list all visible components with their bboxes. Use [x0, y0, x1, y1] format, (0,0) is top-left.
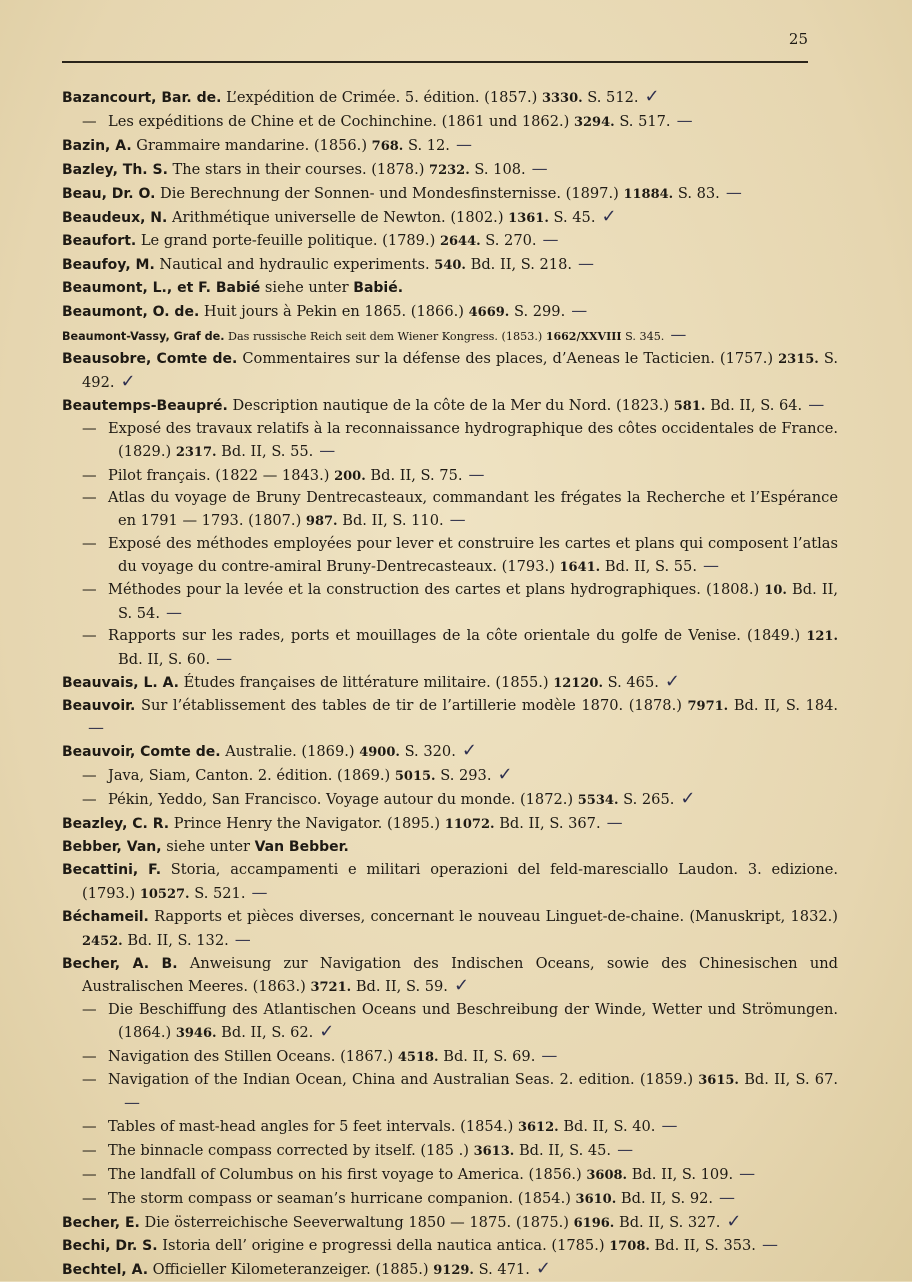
- entry-author: Bechtel, A.: [62, 1262, 149, 1279]
- entry-title: L’expédition de Crimée. 5. édition. (1857.): [226, 89, 538, 106]
- dash-mark-icon: —: [606, 813, 623, 833]
- entry-number: 3721.: [310, 980, 352, 996]
- entry-reference: Bd. II, S. 54.: [118, 581, 839, 622]
- catalog-entry: [62, 110, 838, 134]
- dash-mark-icon: —: [542, 230, 559, 250]
- entry-title: Rapports sur les rades, ports et mouillages de la côte orientale du golfe de Venise. (1849.): [108, 626, 801, 644]
- entry-author: Beauvais, L. A.: [62, 674, 180, 691]
- entry-title: Die Berechnung der Sonnen- und Mondesfinsternisse. (1897.): [160, 184, 619, 202]
- ditto-dash: —: [82, 581, 97, 599]
- header-rule: [62, 61, 808, 63]
- entry-number: 10527.: [139, 886, 190, 902]
- dash-mark-icon: —: [808, 394, 825, 414]
- entry-reference: S. 471.: [478, 1261, 530, 1279]
- entry-reference: Bd. II, S. 184.: [733, 696, 839, 714]
- entry-title: Description nautique de la côte de la Mer du Nord. (1823.): [232, 396, 670, 414]
- entry-number: 3330.: [541, 91, 583, 106]
- catalog-entry: [62, 1187, 838, 1211]
- entry-author: Beaumont, O. de.: [62, 304, 200, 321]
- entry-title: Java, Siam, Canton. 2. édition. (1869.): [108, 767, 391, 785]
- entry-reference: Bd. II, S. 62.: [221, 1024, 314, 1042]
- entry-reference: Bd. II, S. 75.: [370, 466, 463, 484]
- entry-reference: Bd. II, S. 109.: [631, 1165, 734, 1183]
- entry-title: siehe unter: [264, 279, 349, 297]
- catalog-entry: [62, 999, 838, 1045]
- entry-reference: Bd. II, S. 55.: [604, 558, 697, 576]
- entry-reference: S. 492.: [82, 349, 838, 391]
- entry-reference: S. 12.: [407, 136, 450, 154]
- ditto-dash: —: [82, 1071, 97, 1089]
- ditto-dash: —: [82, 112, 97, 130]
- entry-author: Beaumont, L., et F. Babié: [62, 280, 261, 297]
- catalog-entry: [62, 1045, 838, 1069]
- catalog-entry: [62, 764, 838, 788]
- catalog-entry: [62, 158, 838, 182]
- entry-title: siehe unter: [166, 838, 250, 855]
- entry-number: 3946.: [175, 1026, 217, 1042]
- entry-title: The landfall of Columbus on his first voyage to America. (1856.): [108, 1165, 582, 1183]
- entry-reference: S. 521.: [194, 884, 246, 902]
- entry-title: Rapports et pièces diverses, concernant le nouveau Linguet-de-chaine. (Manuskript, 1832.): [154, 907, 838, 925]
- catalog-entry: [62, 86, 838, 110]
- ditto-dash: —: [82, 767, 97, 785]
- ditto-dash: —: [82, 1165, 97, 1183]
- entry-number: 2644.: [439, 234, 481, 250]
- entry-reference: S. 320.: [404, 743, 456, 761]
- entry-title: Tables of mast-head angles for 5 feet intervals. (1854.): [108, 1117, 514, 1135]
- catalog-entry: [62, 579, 838, 625]
- dash-mark-icon: —: [88, 718, 104, 738]
- entry-title: Istoria dell’ origine e progressi della nautica antica. (1785.): [162, 1237, 605, 1255]
- dash-mark-icon: —: [234, 929, 251, 949]
- check-mark-icon: ✓: [453, 975, 470, 997]
- entry-number: 2315.: [778, 351, 819, 367]
- dash-mark-icon: —: [725, 182, 742, 202]
- entry-reference: Bd. II, S. 92.: [620, 1189, 714, 1207]
- entry-author: Bazley, Th. S.: [62, 161, 168, 178]
- catalog-entry: [62, 418, 838, 464]
- dash-mark-icon: —: [676, 110, 693, 130]
- entry-reference: Bd. II, S. 69.: [443, 1048, 536, 1066]
- entry-reference: Bd. II, S. 40.: [563, 1117, 656, 1135]
- entry-reference: Bd. II, S. 59.: [355, 978, 448, 996]
- entry-number: 9129.: [433, 1263, 474, 1279]
- ditto-dash: —: [82, 419, 97, 437]
- catalog-entry: [62, 1139, 838, 1163]
- entry-number: 2452.: [82, 933, 123, 949]
- dash-mark-icon: —: [702, 556, 719, 576]
- entry-title: Arithmétique universelle de Newton. (1802.): [171, 208, 504, 226]
- entry-number: 3613.: [473, 1143, 515, 1159]
- entry-author: Beausobre, Comte de.: [62, 350, 238, 367]
- entry-number: 3294.: [573, 114, 615, 130]
- catalog-entry: [62, 1069, 838, 1115]
- catalog-entry: [62, 182, 838, 206]
- check-mark-icon: ✓: [319, 1021, 335, 1043]
- dash-mark-icon: —: [661, 1115, 678, 1135]
- catalog-entry: [62, 464, 838, 488]
- entry-number: 3615.: [698, 1073, 739, 1089]
- entry-author: Béchameil.: [62, 908, 149, 925]
- entry-author: Beaufort.: [62, 233, 137, 250]
- ditto-dash: —: [82, 1117, 97, 1135]
- catalog-entry: [62, 348, 838, 394]
- entry-reference: Bd. II, S. 327.: [618, 1213, 721, 1231]
- entry-author: Beaumont-Vassy, Graf de.: [62, 330, 225, 344]
- entry-author: Bazancourt, Bar. de.: [62, 90, 222, 106]
- dash-mark-icon: —: [449, 510, 466, 530]
- entry-author: Beau, Dr. O.: [62, 185, 156, 202]
- dash-mark-icon: —: [761, 1235, 778, 1255]
- dash-mark-icon: —: [165, 602, 182, 622]
- catalog-entry: [62, 394, 838, 418]
- entry-title: Pilot français. (1822 — 1843.): [108, 466, 330, 484]
- entry-number: 12120.: [553, 675, 603, 691]
- entry-author: Bechi, Dr. S.: [62, 1238, 158, 1255]
- entry-title: Méthodes pour la levée et la construction des cartes et plans hydrographiques. (1808.): [108, 581, 760, 599]
- dash-mark-icon: —: [251, 882, 268, 902]
- entry-reference: S. 512.: [587, 89, 639, 106]
- entry-number: 7971.: [687, 698, 729, 714]
- ditto-dash: —: [82, 791, 97, 809]
- entry-number: 1361.: [508, 210, 549, 226]
- entry-number: 4669.: [468, 305, 510, 321]
- ditto-dash: —: [82, 466, 97, 484]
- entry-author: Becher, A. B.: [62, 955, 178, 972]
- entry-title: The binnacle compass corrected by itself. (185 .): [108, 1141, 469, 1159]
- entry-number: 4518.: [397, 1050, 439, 1066]
- check-mark-icon: ✓: [664, 670, 680, 692]
- entry-number: 5534.: [577, 793, 619, 809]
- entry-reference: S. 465.: [607, 673, 659, 691]
- entry-reference: Bd. II, S. 367.: [499, 815, 601, 833]
- entry-author: Becattini, F.: [62, 861, 162, 878]
- entry-author: Becher, E.: [62, 1214, 140, 1231]
- ditto-dash: —: [82, 1001, 97, 1019]
- dash-mark-icon: —: [124, 1092, 140, 1112]
- entry-number: 10.: [764, 583, 787, 599]
- catalog-entry: [62, 836, 838, 859]
- dash-mark-icon: —: [571, 301, 588, 321]
- entry-number: 581.: [673, 398, 706, 414]
- dash-mark-icon: —: [739, 1163, 756, 1183]
- entry-number: 3612.: [517, 1119, 559, 1135]
- entry-title: Nautical and hydraulic experiments.: [159, 256, 430, 274]
- entry-reference: Bd. II, S. 218.: [470, 256, 573, 274]
- dash-mark-icon: —: [670, 325, 687, 345]
- entry-title: Storia, accampamenti e militari operazioni del feld-maresciallo Laudon. 3. edizione. (1793.): [82, 860, 838, 902]
- entry-number: 6196.: [573, 1215, 615, 1231]
- check-mark-icon: ✓: [535, 1258, 551, 1280]
- entry-title: Le grand porte-feuille politique. (1789.): [140, 232, 436, 250]
- catalog-entry: [62, 812, 838, 836]
- entry-number: 1708.: [609, 1239, 650, 1255]
- catalog-entry: [62, 487, 838, 533]
- dash-mark-icon: —: [216, 648, 233, 668]
- entry-reference: S. 517.: [619, 112, 671, 130]
- entry-number: 7232.: [429, 162, 470, 178]
- catalog-entry: [62, 695, 838, 741]
- check-mark-icon: ✓: [680, 788, 696, 810]
- entry-reference: Bd. II, S. 67.: [744, 1071, 839, 1089]
- catalog-entry: [62, 1163, 838, 1187]
- entry-title: Études françaises de littérature militaire. (1855.): [183, 673, 549, 691]
- check-mark-icon: ✓: [120, 370, 136, 392]
- entry-title: Anweisung zur Navigation des Indischen Oceans, sowie des Chinesischen und Australischen Meeres. (1863.): [82, 954, 839, 996]
- entry-reference: Bd. II, S. 110.: [342, 512, 444, 530]
- ditto-dash: —: [82, 535, 97, 553]
- entry-title: Navigation des Stillen Oceans. (1867.): [108, 1048, 394, 1066]
- catalog-entry: [62, 859, 838, 906]
- ditto-dash: —: [82, 489, 97, 507]
- entry-author: Beauvoir, Comte de.: [62, 744, 221, 761]
- entry-author: Bazin, A.: [62, 137, 132, 154]
- catalog-entry: [62, 533, 838, 579]
- entry-number: 121.: [806, 628, 839, 644]
- entry-reference: S. 108.: [474, 160, 526, 178]
- catalog-entry: [62, 324, 838, 348]
- catalog-entry: [62, 229, 838, 253]
- entry-reference: S. 83.: [677, 184, 720, 202]
- catalog-entry: [62, 1211, 838, 1235]
- check-mark-icon: ✓: [601, 205, 617, 227]
- entry-number: 768.: [371, 138, 404, 154]
- check-mark-icon: ✓: [461, 740, 477, 762]
- entry-title: Die Beschiffung des Atlantischen Oceans und Beschreibung der Winde, Wetter und Strömungen. (1864.): [108, 1001, 838, 1042]
- entry-reference: S. 270.: [485, 232, 537, 250]
- dash-mark-icon: —: [319, 440, 336, 460]
- check-mark-icon: ✓: [644, 86, 660, 107]
- entry-reference: S. 45.: [553, 208, 596, 226]
- entry-number: 540.: [434, 258, 466, 274]
- entry-number: 1662/XXVIII: [545, 330, 622, 344]
- entry-reference: S. 265.: [623, 791, 675, 809]
- entry-number: 11884.: [623, 186, 674, 202]
- entry-number: 4900.: [359, 745, 400, 761]
- entry-reference: Van Bebber.: [254, 839, 349, 855]
- entry-number: 200.: [334, 468, 366, 484]
- entry-title: Commentaires sur la défense des places, d’Aeneas le Tacticien. (1757.): [242, 349, 774, 367]
- ditto-dash: —: [82, 626, 97, 644]
- catalog-entry: [62, 906, 838, 953]
- entry-reference: S. 299.: [513, 303, 566, 321]
- entry-number: 11072.: [444, 817, 495, 833]
- entry-title: Navigation of the Indian Ocean, China and Australian Seas. 2. edition. (1859.): [108, 1071, 694, 1089]
- entry-title: Huit jours à Pekin en 1865. (1866.): [203, 303, 464, 321]
- entry-number: 987.: [305, 514, 338, 530]
- dash-mark-icon: —: [578, 254, 595, 274]
- entry-reference: S. 293.: [440, 767, 492, 785]
- catalog-entry: [62, 740, 838, 764]
- catalog-entry: [62, 671, 838, 695]
- catalog-entry: [62, 1258, 838, 1282]
- catalog-entry: [62, 206, 838, 230]
- catalog-entry: [62, 134, 838, 158]
- entry-title: Atlas du voyage de Bruny Dentrecasteaux, commandant les frégates la Recherche et l’Espérance en 1791 — 1793. (1807.): [108, 489, 838, 530]
- dash-mark-icon: —: [531, 158, 548, 178]
- entry-reference: Bd. II, S. 45.: [518, 1141, 612, 1159]
- entry-number: 1641.: [559, 560, 601, 576]
- entry-title: Sur l’établissement des tables de tir de l’artillerie modèle 1870. (1878.): [140, 696, 682, 714]
- entry-title: Exposé des travaux relatifs à la reconnaissance hydrographique des côtes occidentales de France. (1829.): [108, 419, 838, 460]
- dash-mark-icon: —: [719, 1187, 736, 1207]
- dash-mark-icon: —: [468, 464, 485, 484]
- catalog-entry: [62, 277, 838, 300]
- entry-title: Les expéditions de Chine et de Cochinchine. (1861 und 1862.): [108, 112, 570, 130]
- entry-title: The stars in their courses. (1878.): [172, 160, 425, 178]
- catalog-entry: [62, 625, 838, 671]
- entry-number: 3608.: [586, 1167, 628, 1183]
- entry-author: Bebber, Van,: [62, 839, 162, 855]
- dash-mark-icon: —: [455, 134, 472, 154]
- entry-author: Beauvoir.: [62, 697, 136, 714]
- entry-title: Die österreichische Seeverwaltung 1850 — 1875. (1875.): [144, 1213, 569, 1231]
- check-mark-icon: ✓: [726, 1210, 742, 1232]
- ditto-dash: —: [82, 1048, 97, 1066]
- entry-reference: Bd. II, S. 353.: [654, 1237, 756, 1255]
- entry-title: Australie. (1869.): [225, 743, 355, 761]
- catalog-entries: [62, 86, 838, 1282]
- entry-title: Exposé des méthodes employées pour lever et construire les cartes et plans qui composent l’atlas du voyage du contre-amiral Bruny-Dentrecasteaux. (1793.): [108, 535, 838, 576]
- dash-mark-icon: —: [541, 1046, 558, 1066]
- entry-author: Beautemps-Beaupré.: [62, 397, 228, 414]
- catalog-entry: [62, 253, 838, 277]
- ditto-dash: —: [82, 1141, 97, 1159]
- dash-mark-icon: —: [617, 1139, 634, 1159]
- entry-author: Beaufoy, M.: [62, 257, 155, 274]
- entry-title: Pékin, Yeddo, San Francisco. Voyage autour du monde. (1872.): [108, 791, 574, 809]
- catalog-entry: [62, 1234, 838, 1258]
- entry-reference: Bd. II, S. 60.: [118, 650, 211, 668]
- entry-title: The storm compass or seaman’s hurricane companion. (1854.): [108, 1189, 571, 1207]
- page-number: 25: [788, 30, 808, 48]
- catalog-entry: [62, 953, 838, 1000]
- entry-number: 5015.: [394, 769, 436, 785]
- check-mark-icon: ✓: [497, 764, 513, 786]
- entry-reference: Babié.: [353, 280, 404, 297]
- ditto-dash: —: [82, 1189, 97, 1207]
- entry-number: 3610.: [575, 1191, 617, 1207]
- entry-reference: Bd. II, S. 132.: [127, 931, 229, 949]
- entry-title: Grammaire mandarine. (1856.): [136, 136, 368, 154]
- catalog-entry: [62, 300, 838, 324]
- entry-number: 2317.: [175, 444, 217, 460]
- entry-title: Officieller Kilometeranzeiger. (1885.): [152, 1261, 429, 1279]
- entry-reference: Bd. II, S. 64.: [710, 396, 803, 414]
- entry-title: Das russische Reich seit dem Wiener Kongress. (1853.): [228, 330, 543, 344]
- entry-title: Prince Henry the Navigator. (1895.): [173, 815, 441, 833]
- entry-author: Beazley, C. R.: [62, 816, 170, 833]
- catalog-entry: [62, 788, 838, 812]
- entry-reference: S. 345.: [625, 330, 665, 344]
- catalog-entry: [62, 1115, 838, 1139]
- entry-author: Beaudeux, N.: [62, 209, 168, 226]
- entry-reference: Bd. II, S. 55.: [221, 442, 314, 460]
